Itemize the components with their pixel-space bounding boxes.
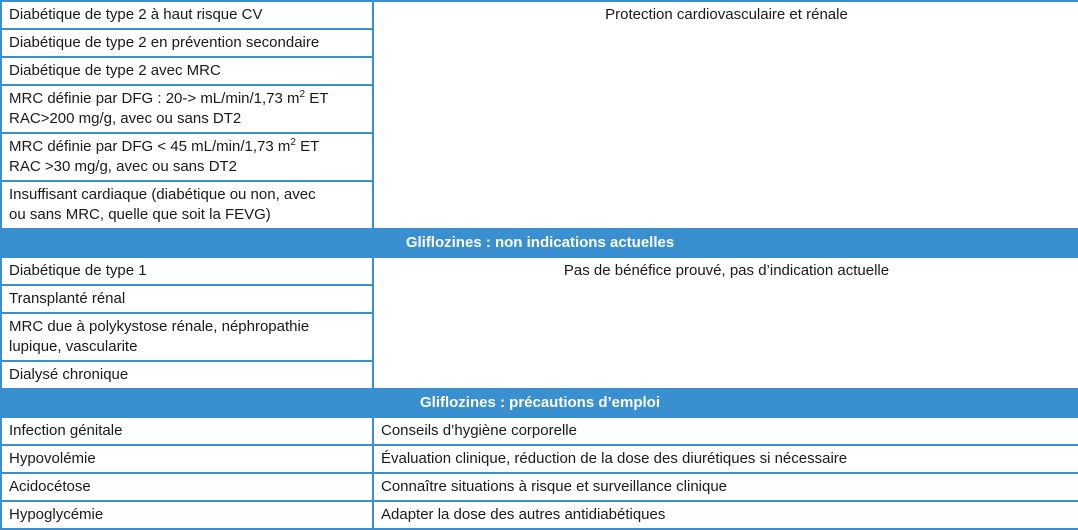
precaution-advice: Adapter la dose des autres antidiabétiques <box>373 501 1078 529</box>
table-row <box>1 0 1078 29</box>
indication-cell: Diabétique de type 2 à haut risque CV <box>1 0 373 29</box>
table-row <box>1 501 1078 529</box>
non-indication-cell: MRC due à polykystose rénale, néphropathie lupique, vascularite <box>1 313 373 361</box>
non-indication-result: Pas de bénéfice prouvé, pas d’indication actuelle <box>373 257 1078 389</box>
section-header-non-indications <box>1 229 1078 257</box>
indication-cell: Diabétique de type 2 avec MRC <box>1 57 373 85</box>
table-row <box>1 417 1078 445</box>
precaution-condition: Hypovolémie <box>1 445 373 473</box>
superscript: 2 <box>299 89 306 100</box>
table-row <box>1 257 1078 285</box>
indication-cell: MRC définie par DFG : 20-> mL/min/1,73 $m^2$ ET RAC>200 mg/g, avec ou sans DT2 <box>1 85 373 133</box>
precaution-advice: Connaître situations à risque et surveillance clinique <box>373 473 1078 501</box>
indication-cell: MRC définie par DFG < 45 mL/min/1,73 $m^2$ ET RAC >30 mg/g, avec ou sans DT2 <box>1 133 373 181</box>
section-title: Gliflozines : non indications actuelles <box>1 229 1078 257</box>
section-title: Gliflozines : précautions d’emploi <box>1 389 1078 417</box>
table-row <box>1 473 1078 501</box>
precaution-advice: Conseils d’hygiène corporelle <box>373 417 1078 445</box>
table-row <box>1 445 1078 473</box>
superscript: 2 <box>290 137 296 148</box>
indication-result: Protection cardiovasculaire et rénale <box>373 0 1078 229</box>
non-indication-cell: Transplanté rénal <box>1 285 373 313</box>
non-indication-cell: Diabétique de type 1 <box>1 257 373 285</box>
indication-cell: Insuffisant cardiaque (diabétique ou non, avec ou sans MRC, quelle que soit la FEVG) <box>1 181 373 229</box>
precaution-advice: Évaluation clinique, réduction de la dose des diurétiques si nécessaire <box>373 445 1078 473</box>
section-header-precautions <box>1 389 1078 417</box>
precaution-condition: Hypoglycémie <box>1 501 373 529</box>
non-indication-cell: Dialysé chronique <box>1 361 373 389</box>
precaution-condition: Acidocétose <box>1 473 373 501</box>
indication-cell: Diabétique de type 2 en prévention secondaire <box>1 29 373 57</box>
precaution-condition: Infection génitale <box>1 417 373 445</box>
